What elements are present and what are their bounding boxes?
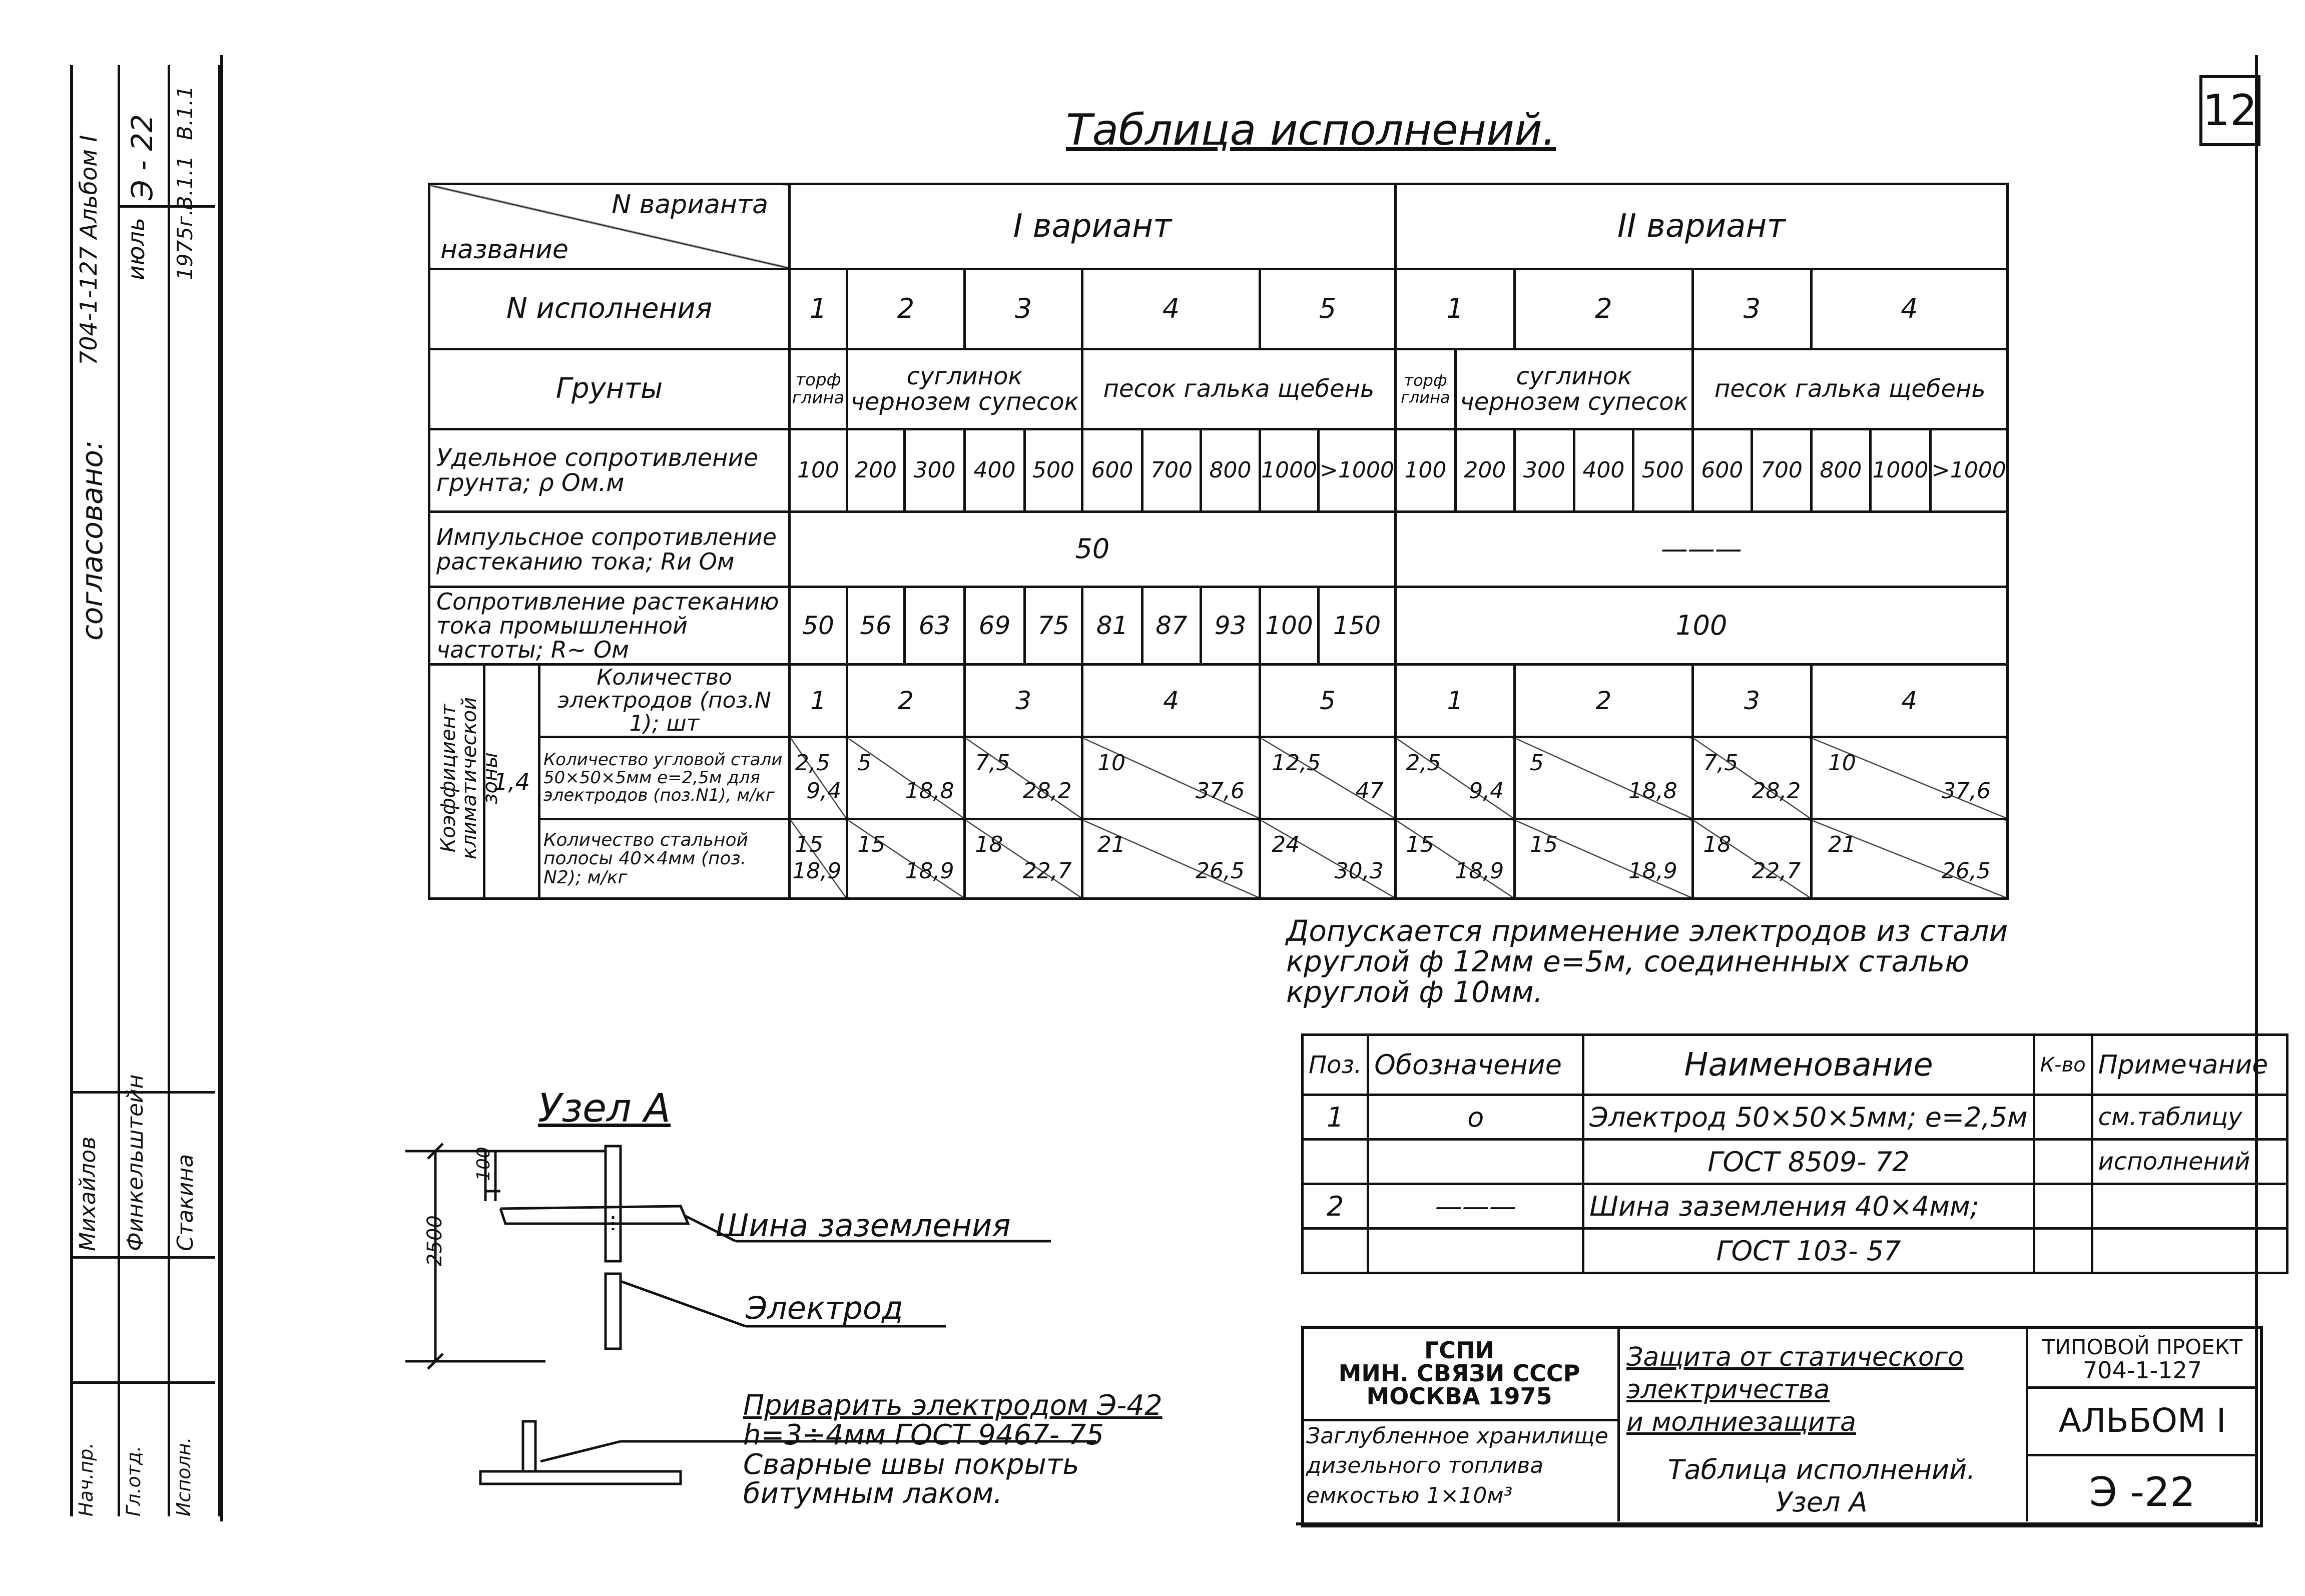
strip-kg: 18,9 [792,858,842,884]
angle-cell [1514,737,1692,819]
spec-header: Поз. [1303,1035,1368,1095]
side-stamp-col1 [118,65,120,1516]
resist-value: 500 [1025,429,1082,512]
weld-note [743,1391,1163,1509]
strip-cell [1811,819,2007,899]
strip-m: 15 [1406,832,1434,858]
resist-value: 1000 [1870,429,1930,512]
freq-value: 93 [1201,587,1260,665]
node-labels [423,1147,1011,1326]
angle-kg: 37,6 [1941,778,1991,804]
elec-count: 4 [1082,665,1260,737]
freq-value: 69 [965,587,1025,665]
page-number: 12 [2202,86,2257,136]
impulse-v1: 50 [790,512,1396,587]
spec-qty [2034,1184,2092,1229]
soil-cell: суглинок чернозем супесок [1455,349,1692,429]
strip-label: Количество стальной полосы 40×4мм (поз. N2); м/кг [539,819,790,899]
angle-cell [847,737,965,819]
spec-note [2092,1229,2287,1273]
signer-role-3: Исполн. [173,1437,195,1516]
strip-cell [1082,819,1260,899]
exec-number: 2 [1514,269,1692,349]
angle-cell [1692,737,1811,819]
note-line: круглой ф 10мм. [1286,974,1543,1009]
angle-kg: 18,8 [1628,778,1677,804]
strip-cell [1692,819,1811,899]
coef-label: Коэффициент климатической зоны [437,697,502,860]
resist-value: 200 [1455,429,1514,512]
angle-m: 2,5 [1406,750,1441,776]
resist-value: >1000 [1930,429,2007,512]
spec-header: К-во [2034,1035,2092,1095]
strip-kg: 18,9 [905,858,954,884]
tb-subject-line: Защита от статического электричества [1626,1342,1964,1405]
exec-number: 2 [847,269,965,349]
dim-2500: 2500 [423,1215,446,1266]
resist-value: 300 [905,429,965,512]
strip-m: 18 [975,832,1003,858]
strip-kg: 30,3 [1334,858,1384,884]
tb-hline [2026,1386,2257,1389]
angle-m: 10 [1097,750,1125,776]
strip-m: 21 [1097,832,1125,858]
angle-cell [1811,737,2007,819]
resist-value: 800 [1201,429,1260,512]
strip-kg: 26,5 [1941,858,1991,884]
weld-line: Приварить электродом Э-42 [743,1389,1163,1422]
signer-name-1: Михайлов [75,1136,101,1251]
resist-value: 600 [1692,429,1752,512]
angle-m: 5 [1529,750,1544,776]
freq-value: 56 [847,587,905,665]
angle-kg: 37,6 [1196,778,1245,804]
resist-value: 700 [1142,429,1201,512]
variant-1-header: I вариант [790,184,1396,269]
soil-cell: торф глина [1395,349,1455,429]
freq-label: Сопротивление растеканию тока промышленной частоты; R~ Ом [429,587,790,665]
exec-number: 1 [1395,269,1514,349]
spec-designation: ——— [1368,1184,1583,1229]
signer-role-1: Нач.пр. [75,1442,97,1516]
elec-count: 2 [1514,665,1692,737]
spec-pos [1303,1140,1368,1184]
weld-line: h=3÷4мм ГОСТ 9467- 75 [743,1418,1104,1451]
resist-value: 800 [1811,429,1870,512]
freq-value: 100 [1260,587,1319,665]
resist-value: 500 [1633,429,1692,512]
elec-count: 1 [1395,665,1514,737]
coef-label-cell [429,665,502,899]
exec-number: 3 [1692,269,1811,349]
angle-m: 7,5 [1703,750,1739,776]
spec-qty [2034,1140,2092,1184]
resist-value: 100 [790,429,847,512]
tb-object-line: Заглубленное хранилище [1306,1423,1608,1449]
elec-count-label: Количество электродов (поз.N 1); шт [539,665,790,737]
angle-cell [1082,737,1260,819]
elec-count: 1 [790,665,847,737]
angle-m: 12,5 [1272,750,1321,776]
tb-album: АЛЬБОМ I [2058,1401,2226,1440]
spec-pos: 2 [1303,1184,1368,1229]
impulse-v2: ——— [1395,512,2007,587]
signer-role-2: Гл.отд. [123,1445,145,1516]
strip-m: 21 [1828,832,1856,858]
spec-note [2092,1184,2287,1229]
tb-sheet-name-line: Узел А [1776,1486,1868,1518]
strip-cell [965,819,1082,899]
tb-project [2028,1336,2257,1382]
label-electrode: Электрод [746,1290,903,1326]
tb-object-line: дизельного топлива [1306,1453,1544,1479]
resist-value: >1000 [1319,429,1396,512]
tb-subject-line: и молниезащита [1626,1407,1856,1437]
tb-object-line: емкостью 1×10м³ [1306,1482,1513,1508]
side-ver1: В.1.1 [173,156,197,210]
resist-value: 100 [1395,429,1455,512]
spec-pos [1303,1229,1368,1273]
soil-cell: песок галька щебень [1692,349,2007,429]
freq-value: 75 [1025,587,1082,665]
angle-m: 2,5 [795,750,830,776]
strip-m: 15 [795,832,823,858]
corner-cell [429,184,790,269]
exec-label: N исполнения [429,269,790,349]
strip-m: 24 [1272,832,1300,858]
tb-vline [1617,1326,1620,1521]
spec-designation: о [1368,1095,1583,1140]
elec-count: 4 [1811,665,2007,737]
side-stamp-hline [118,205,215,208]
sheet-title: Таблица исполнений. [1066,105,1556,155]
spec-qty [2034,1095,2092,1140]
resist-label: Удельное сопротивление грунта; ρ Ом.м [429,429,790,512]
spec-header: Примечание [2092,1035,2287,1095]
angle-kg: 18,8 [905,778,954,804]
angle-label: Количество угловой стали 50×50×5мм е=2,5м для электродов (поз.N1), м/кг [539,737,790,819]
strip-m: 15 [857,832,886,858]
angle-cell [790,737,847,819]
spec-name: ГОСТ 8509- 72 [1583,1140,2034,1184]
side-code: Э - 22 [125,114,159,200]
resist-value: 700 [1752,429,1811,512]
note-line: Допускается применение электродов из стали [1286,914,2008,948]
strip-cell [1514,819,1692,899]
angle-m: 7,5 [975,750,1010,776]
node-title: Узел А [538,1086,671,1131]
signer-name-3: Стакина [173,1154,198,1251]
impulse-label: Импульсное сопротивление растеканию тока; Rи Ом [429,512,790,587]
soil-cell: песок галька щебень [1082,349,1396,429]
side-ver2: В.1.1 [173,86,197,140]
strip-cell [847,819,965,899]
exec-number: 5 [1260,269,1396,349]
freq-value: 81 [1082,587,1142,665]
resist-value: 600 [1082,429,1142,512]
strip-cell [1260,819,1396,899]
angle-m: 5 [857,750,872,776]
angle-kg: 9,4 [1469,778,1504,804]
exec-number: 1 [790,269,847,349]
strip-m: 18 [1703,832,1732,858]
freq-value: 87 [1142,587,1201,665]
soil-label: Грунты [429,349,790,429]
tb-project-label: ТИПОВОЙ ПРОЕКТ [2042,1335,2243,1359]
angle-m: 10 [1828,750,1856,776]
signer-name-2: Финкельштейн [123,1074,148,1251]
variant-2-header: II вариант [1395,184,2007,269]
corner-bottom: название [440,235,568,265]
corner-top: N варианта [612,190,768,220]
label-bus: Шина заземления [716,1207,1011,1244]
spec-pos: 1 [1303,1095,1368,1140]
spec-table [1301,1033,2288,1274]
spec-note: см.таблицу [2092,1095,2287,1140]
angle-kg: 47 [1355,778,1384,804]
angle-cell [965,737,1082,819]
tb-hline [2026,1454,2257,1456]
angle-kg: 9,4 [806,778,842,804]
angle-cell [1260,737,1396,819]
side-project: 704-1-127 Альбом I [75,135,102,365]
tb-subject [1626,1341,2017,1439]
strip-kg: 18,9 [1455,858,1504,884]
spec-name: Шина заземления 40×4мм; [1583,1184,2034,1229]
elec-count: 3 [1692,665,1811,737]
dim-100: 100 [473,1147,494,1181]
strip-kg: 26,5 [1196,858,1245,884]
page-number-box [2199,75,2260,146]
coef-value: 1,4 [484,665,539,899]
elec-count: 3 [965,665,1082,737]
freq-v2: 100 [1395,587,2007,665]
tb-object [1306,1421,1608,1510]
freq-value: 63 [905,587,965,665]
tb-org-line: ГСПИ [1424,1337,1495,1364]
elec-count: 2 [847,665,965,737]
spec-header: Обозначение [1368,1035,1583,1095]
exec-number: 4 [1082,269,1260,349]
side-stamp-col2 [168,65,170,1516]
strip-m: 15 [1529,832,1558,858]
angle-kg: 28,2 [1752,778,1801,804]
freq-value: 150 [1319,587,1396,665]
resist-value: 400 [965,429,1025,512]
spec-designation [1368,1140,1583,1184]
freq-value: 50 [790,587,847,665]
resist-value: 300 [1514,429,1574,512]
weld-line: битумным лаком. [743,1477,1003,1510]
angle-kg: 28,2 [1022,778,1072,804]
tb-org-line: МОСКВА 1975 [1366,1383,1552,1410]
tb-sheet-name [1626,1454,2017,1519]
tb-project-no: 704-1-127 [2082,1357,2202,1384]
soil-cell: торф глина [790,349,847,429]
resist-value: 400 [1574,429,1633,512]
tb-sheet-name-line: Таблица исполнений. [1667,1454,1976,1485]
side-agreed: согласовано: [75,440,109,641]
weld-line: Сварные швы покрыть [743,1448,1079,1481]
spec-header: Наименование [1583,1035,2034,1095]
electrode-note [1286,916,2008,1007]
strip-kg: 18,9 [1628,858,1677,884]
side-month: июль [123,217,150,280]
resist-value: 200 [847,429,905,512]
tb-sheet-code: Э -22 [2089,1469,2195,1515]
tb-org [1301,1339,1617,1408]
strip-kg: 22,7 [1022,858,1072,884]
side-stamp-hline [70,1256,215,1259]
elec-count: 5 [1260,665,1396,737]
spec-designation [1368,1229,1583,1273]
note-line: круглой ф 12мм е=5м, соединенных сталью [1286,944,1970,978]
exec-number: 3 [965,269,1082,349]
strip-cell [1395,819,1514,899]
resist-value: 1000 [1260,429,1319,512]
exec-number: 4 [1811,269,2007,349]
tb-org-line: МИН. СВЯЗИ СССР [1338,1360,1580,1387]
spec-name: ГОСТ 103- 57 [1583,1229,2034,1273]
strip-cell [790,819,847,899]
spec-name: Электрод 50×50×5мм; е=2,5м [1583,1095,2034,1140]
angle-cell [1395,737,1514,819]
side-stamp-hline [70,1381,215,1384]
side-year: 1975г. [173,209,197,280]
strip-kg: 22,7 [1752,858,1801,884]
spec-qty [2034,1229,2092,1273]
execution-table [428,183,2009,900]
soil-cell: суглинок чернозем супесок [847,349,1082,429]
spec-note: исполнений [2092,1140,2287,1184]
